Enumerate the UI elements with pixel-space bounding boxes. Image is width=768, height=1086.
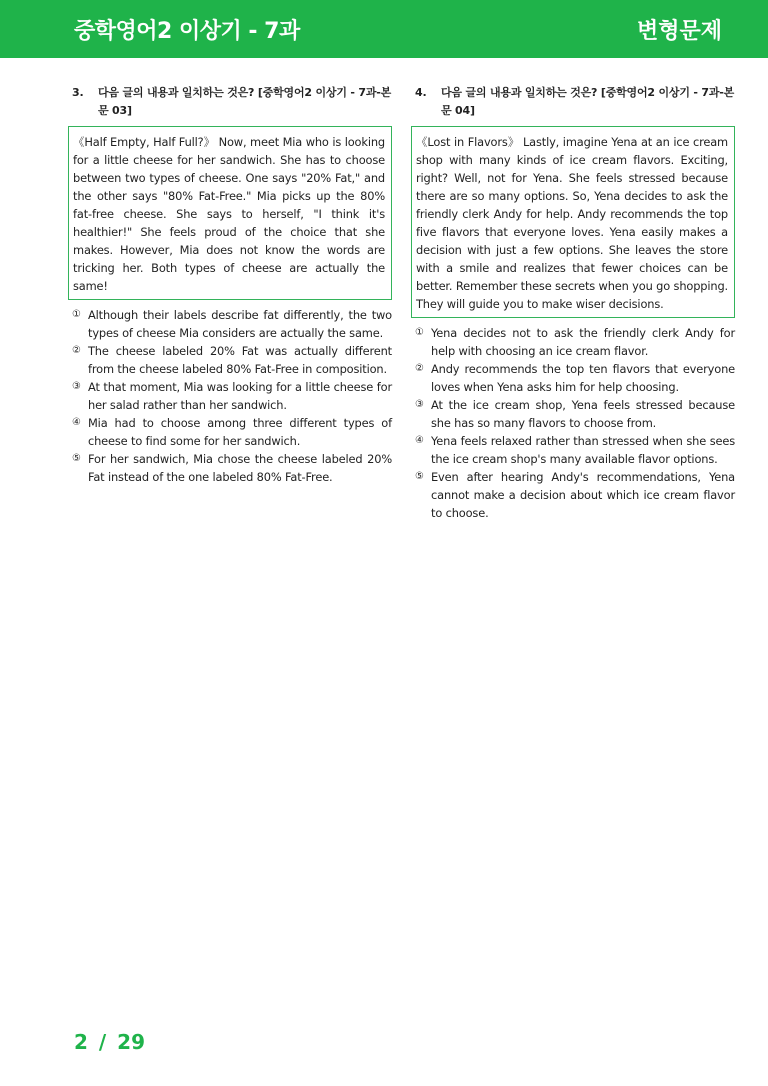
option-text: The cheese labeled 20% Fat was actually different from the cheese labeled 80% Fat-Free in composition.	[88, 344, 392, 376]
option-text: Yena feels relaxed rather than stressed when she sees the ice cream shop's many available flavor options.	[431, 434, 735, 466]
option-marker: ⑤	[72, 453, 81, 464]
option-text: Even after hearing Andy's recommendations, Yena cannot make a decision about which ice cream flavor to choose.	[431, 470, 735, 520]
question-number: 3.	[72, 86, 84, 99]
question-prompt: 다음 글의 내용과 일치하는 것은? [중학영어2 이상기 - 7과-본문 04]	[441, 86, 735, 117]
question-header	[415, 84, 735, 120]
option-text: For her sandwich, Mia chose the cheese labeled 20% Fat instead of the one labeled 80% Fat-Free.	[88, 452, 392, 484]
answer-options	[415, 324, 735, 522]
option-2[interactable]	[72, 342, 392, 378]
option-marker: ⑤	[415, 471, 424, 482]
page-number: 2 / 29	[74, 1030, 145, 1054]
option-text: At the ice cream shop, Yena feels stressed because she has so many flavors to choose from.	[431, 398, 735, 430]
option-text: Although their labels describe fat differently, the two types of cheese Mia considers are actually the same.	[88, 308, 392, 340]
option-marker: ①	[72, 309, 81, 320]
question-prompt: 다음 글의 내용과 일치하는 것은? [중학영어2 이상기 - 7과-본문 03]	[98, 86, 392, 117]
option-marker: ①	[415, 327, 424, 338]
option-4[interactable]	[415, 432, 735, 468]
option-2[interactable]	[415, 360, 735, 396]
option-3[interactable]	[415, 396, 735, 432]
option-text: Mia had to choose among three different types of cheese to find some for her sandwich.	[88, 416, 392, 448]
option-marker: ③	[415, 399, 424, 410]
option-text: Yena decides not to ask the friendly clerk Andy for help with choosing an ice cream flavor.	[431, 326, 735, 358]
option-1[interactable]	[415, 324, 735, 360]
option-text: At that moment, Mia was looking for a little cheese for her salad rather than her sandwich.	[88, 380, 392, 412]
option-marker: ②	[72, 345, 81, 356]
option-marker: ③	[72, 381, 81, 392]
option-text: Andy recommends the top ten flavors that everyone loves when Yena asks him for help choosing.	[431, 362, 735, 394]
option-marker: ④	[415, 435, 424, 446]
answer-options	[72, 306, 392, 486]
option-4[interactable]	[72, 414, 392, 450]
section-label: 변형문제	[636, 19, 722, 44]
page-title: 중학영어2 이상기 - 7과	[74, 19, 300, 44]
passage-box: 《Lost in Flavors》 Lastly, imagine Yena at an ice cream shop with many kinds of ice cream flavors. Exciting, right? Well, not for Yena. She feels stressed because there are so many options. So, Yena decides to ask the friendly clerk Andy for help. Andy recommends the top five flavors that everyone loves. Yena easily makes a decision with just a few options. She leaves the store with a smile and realizes that fewer choices can be better. Remember these secrets when you go shopping. They will guide you to make wiser decisions.	[411, 126, 735, 318]
question-3	[72, 84, 392, 486]
question-number: 4.	[415, 86, 427, 99]
question-4	[415, 84, 735, 522]
page-header	[0, 0, 768, 58]
option-3[interactable]	[72, 378, 392, 414]
option-marker: ④	[72, 417, 81, 428]
option-marker: ②	[415, 363, 424, 374]
passage-box: 《Half Empty, Half Full?》 Now, meet Mia who is looking for a little cheese for her sandwich. She has to choose between two types of cheese. One says "20% Fat," and the other says "80% Fat-Free." Mia picks up the 80% fat-free cheese. She says to herself, "I think it's healthier!" She feels proud of the choice that she makes. However, Mia does not know the words are tricking her. Both types of cheese are actually the same!	[68, 126, 392, 300]
option-5[interactable]	[72, 450, 392, 486]
option-1[interactable]	[72, 306, 392, 342]
option-5[interactable]	[415, 468, 735, 522]
question-header	[72, 84, 392, 120]
